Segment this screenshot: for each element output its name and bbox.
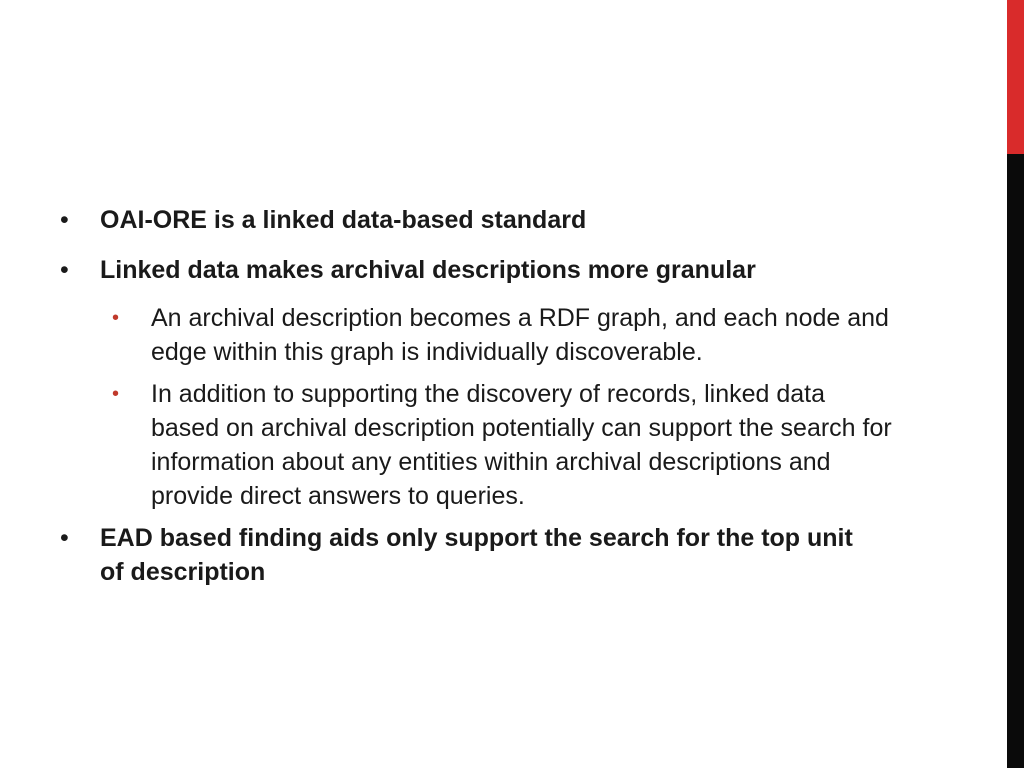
bullet-list [0, 203, 1000, 589]
bullet-marker: • [60, 206, 69, 234]
bullet-text: OAI-ORE is a linked data-based standard [100, 206, 587, 234]
bullet-text: EAD based finding aids only support the search for the top unit of description [100, 524, 853, 586]
bullet-item-linked-data [0, 253, 1000, 287]
accent-red-block [1007, 0, 1024, 154]
bullet-text: Linked data makes archival descriptions more granular [100, 256, 756, 284]
sub-bullet-item-rdf-graph [0, 301, 1000, 369]
sub-bullet-item-discovery [0, 377, 1000, 513]
bullet-marker: • [60, 256, 69, 284]
sub-bullet-text: In addition to supporting the discovery of records, linked data based on archival description potentially can support the search for information about any entities within archival descriptions and provide direct answers to queries. [151, 380, 892, 510]
sub-bullet-text: An archival description becomes a RDF graph, and each node and edge within this graph is individually discoverable. [151, 304, 889, 366]
accent-sidebar [1007, 0, 1024, 768]
bullet-item-ead [0, 521, 1000, 589]
accent-dark-block [1007, 154, 1024, 768]
bullet-item-oai-ore [0, 203, 1000, 237]
bullet-marker: • [60, 524, 69, 552]
sub-bullet-marker: • [112, 307, 120, 329]
sub-bullet-marker: • [112, 383, 120, 405]
